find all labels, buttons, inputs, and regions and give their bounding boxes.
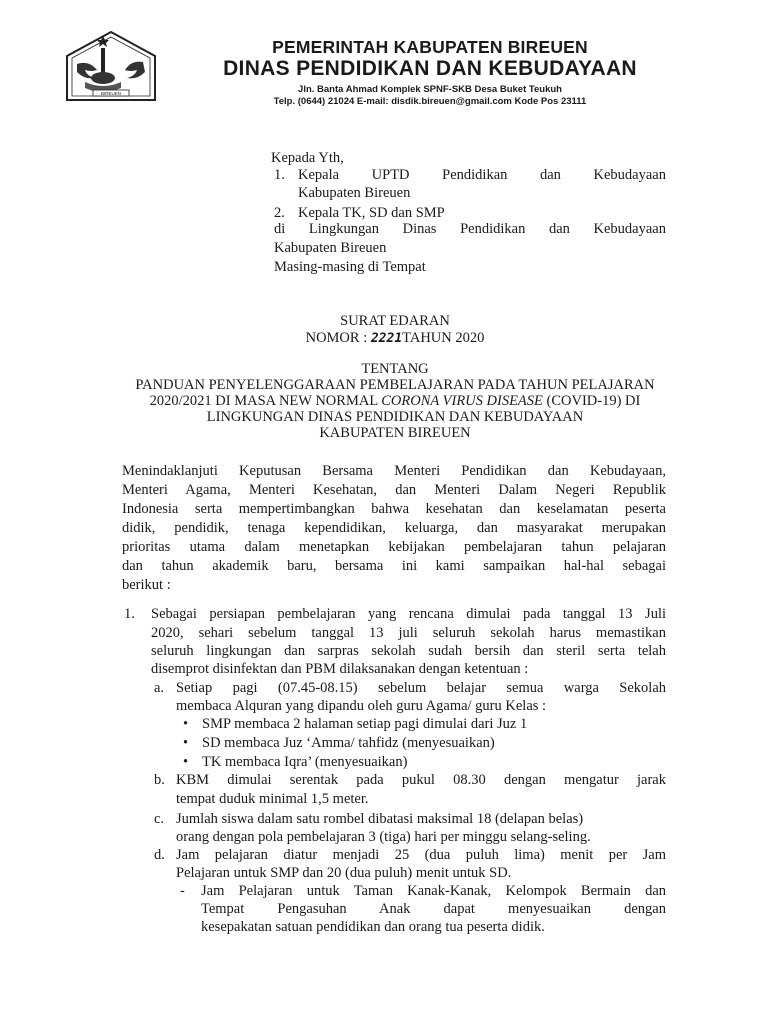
header-address: Jln. Banta Ahmad Komplek SPNF-SKB Desa Buket Teukuh [298, 84, 562, 95]
recipient-number-1: 1. [274, 167, 285, 183]
subject-line-3: LINGKUNGAN DINAS PENDIDIKAN DAN KEBUDAYAAN [206, 409, 584, 425]
document-number: NOMOR : 2221TAHUN 2020 [305, 330, 485, 346]
bullet-icon: • [183, 716, 189, 732]
subject-heading: TENTANG [361, 361, 429, 377]
bullet-icon: • [183, 735, 189, 751]
subject-line-1: PANDUAN PENYELENGGARAAN PEMBELAJARAN PADA TAHUN PELAJARAN [135, 377, 655, 393]
logo-banner-text: BIREUEN [100, 91, 122, 96]
header-agency-name: DINAS PENDIDIKAN DAN KEBUDAYAAN [223, 57, 637, 80]
recipient-item-1-cont: Kabupaten Bireuen [298, 185, 411, 201]
handwritten-number: 2221 [370, 331, 403, 346]
header-contact: Telp. (0644) 21024 E-mail: disdik.bireuen@gmail.com Kode Pos 23111 [273, 96, 587, 107]
regency-emblem-logo [63, 30, 159, 112]
dash-marker: - [180, 883, 185, 899]
recipient-number-2: 2. [274, 205, 285, 221]
subject-line-4: KABUPATEN BIREUEN [319, 425, 471, 441]
recipient-location-cont: Kabupaten Bireuen [274, 240, 387, 256]
point-1-number: 1. [124, 606, 135, 622]
recipient-item-2: Kepala TK, SD dan SMP [298, 205, 445, 221]
recipient-greeting: Kepada Yth, [271, 150, 344, 166]
bullet-icon: • [183, 754, 189, 770]
recipient-closing: Masing-masing di Tempat [274, 259, 426, 275]
subject-line-2: 2020/2021 DI MASA NEW NORMAL CORONA VIRUS DISEASE (COVID-19) DI [149, 393, 641, 409]
document-type: SURAT EDARAN [340, 313, 450, 329]
recipient-location: di Lingkungan Dinas Pendidikan dan Kebudayaan [274, 221, 666, 237]
recipient-item-1: Kepala UPTD Pendidikan dan Kebudayaan [298, 167, 666, 183]
header-government-name: PEMERINTAH KABUPATEN BIREUEN [272, 37, 588, 57]
